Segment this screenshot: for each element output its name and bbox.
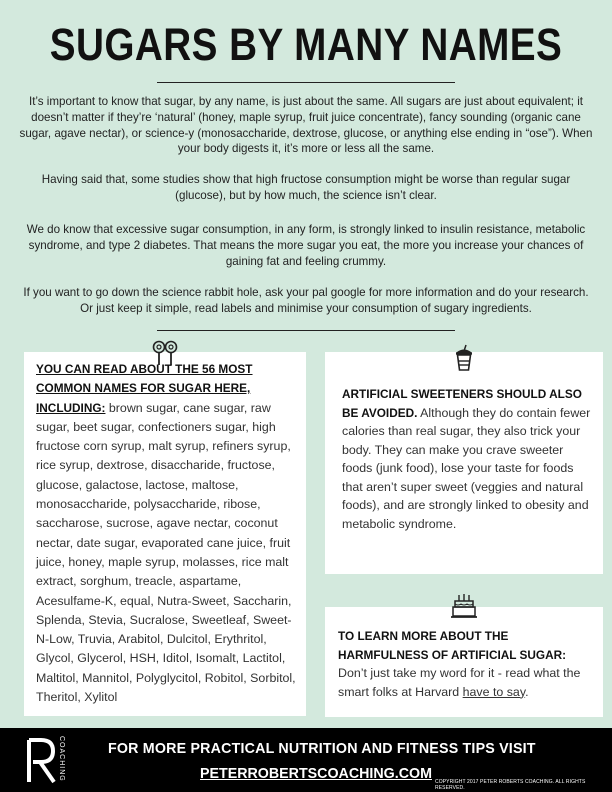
title-divider	[157, 82, 455, 83]
intro-paragraph-2: Having said that, some studies show that high fructose consumption might be worse than regular sugar (glucose), but by how much, the science isn’t clear.	[41, 173, 571, 202]
sugar-names-card	[24, 352, 306, 716]
artificial-sweeteners-card	[325, 352, 603, 574]
artificial-sweeteners-heading: ARTIFICIAL SWEETENERS SHOULD ALSO BE AVOIDED.	[342, 387, 582, 420]
learn-more-end: .	[525, 684, 529, 699]
cake-icon	[450, 593, 478, 624]
intro-paragraph-1: It’s important to know that sugar, by any name, is just about the same. All sugars are just about equivalent; it doesn’t matter if they’re ‘natural’ (honey, maple syrup, fruit juice concentrate), fancy sounding (organic cane sugar, agave nectar), or science-y (monosaccharide, dextrose, glucose, or anything else ending in “ose”). When your body digests it, it’s more or less all the same.	[19, 95, 593, 156]
copyright-notice: COPYRIGHT 2017 PETER ROBERTS COACHING. ALL RIGHTS RESERVED.	[435, 779, 586, 791]
page-title: SUGARS BY MANY NAMES	[49, 19, 563, 70]
learn-more-heading: TO LEARN MORE ABOUT THE HARMFULNESS OF ARTIFICIAL SUGAR:	[338, 629, 567, 662]
sugar-names-heading-link[interactable]: YOU CAN READ ABOUT THE 56 MOST COMMON NAMES FOR SUGAR HERE, INCLUDING:	[36, 362, 253, 415]
logo-icon	[26, 734, 58, 791]
sugar-names-list: brown sugar, cane sugar, raw sugar, beet sugar, confectioners sugar, high fructose corn syrup, malt syrup, refiners syrup, rice syrup, dextrose, disaccharide, fructose, glucose, galactose, lactose, maltose, monosaccharide, polysaccharide, ribose, saccharose, sucrose, agave nectar, coconut nectar, date sugar, evaporated cane juice, fruit juice, honey, maple syrup, molasses, rice malt extract, sorghum, treacle, aspartame, Acesulfame-K, equal, Nutra-Sweet, Saccharin, Splenda, Stevia, Sucralose, Sweetleaf, Sweet-N-Low, Truvia, Arabitol, Dulcitol, Erythritol, Glycol, Glycerol, HSH, Iditol, Isomalt, Lactitol, Maltitol, Mannitol, Polyglycitol, Robitol, Sorbitol, Theritol, Xylitol	[36, 400, 296, 705]
intro-paragraph-3: We do know that excessive sugar consumption, in any form, is strongly linked to insulin resistance, metabolic syndrome, and type 2 diabetes. That means the more sugar you eat, the more you increase your chances of gaining fat and feeling crummy.	[26, 223, 586, 268]
artificial-sweeteners-text	[342, 385, 592, 533]
sugar-names-text	[36, 360, 302, 707]
learn-more-text	[338, 627, 598, 701]
logo-subtext: COACHING	[58, 736, 65, 782]
soda-cup-icon	[453, 344, 475, 377]
learn-more-card	[325, 607, 603, 717]
website-link[interactable]: PETERROBERTSCOACHING.COM	[200, 765, 432, 782]
section-divider	[157, 330, 455, 331]
intro-paragraph-4: If you want to go down the science rabbit hole, ask your pal google for more information and do your research. Or just keep it simple, read labels and minimise your consumption of sugary ingredients.	[23, 286, 589, 315]
footer-cta: FOR MORE PRACTICAL NUTRITION AND FITNESS TIPS VISIT	[108, 740, 536, 757]
learn-more-body: Don’t just take my word for it - read what the smart folks at Harvard	[338, 666, 581, 699]
artificial-sweeteners-body: Although they do contain fewer calories than real sugar, they also trick your body. They can make you crave sweeter foods (junk food), lose your taste for foods that aren’t super sweet (veggies and natural foods), and are strongly linked to obesity and metabolic syndrome.	[342, 405, 591, 531]
harvard-link[interactable]: have to say	[462, 684, 526, 699]
footer-bar	[0, 728, 612, 792]
